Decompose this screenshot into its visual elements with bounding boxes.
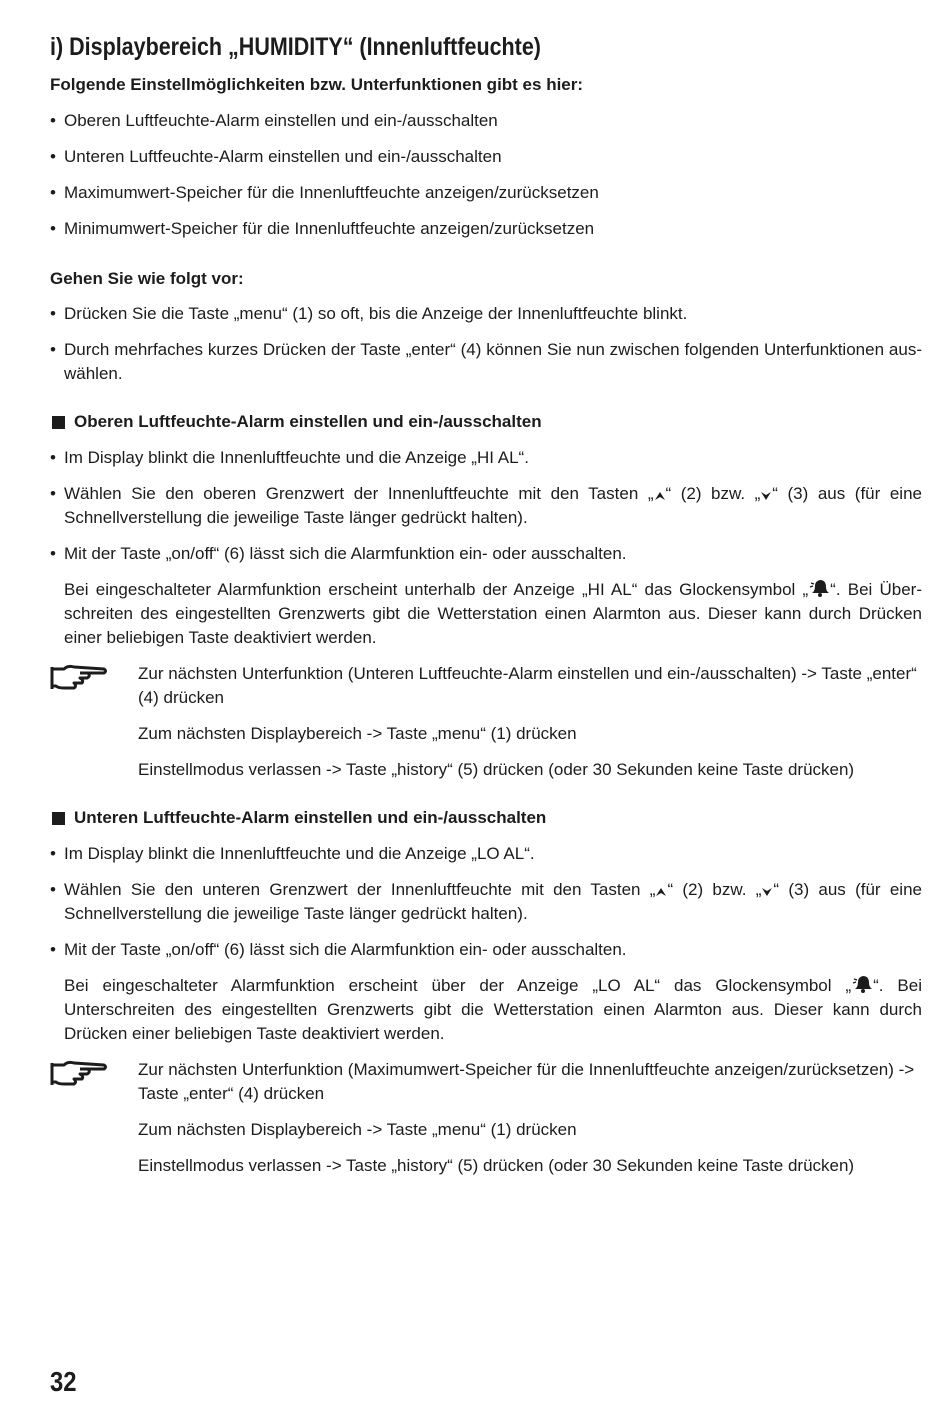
list-item: • Drücken Sie die Taste „menu“ (1) so oft, bis die Anzeige der Innenluftfeuchte blinkt. xyxy=(50,304,688,323)
list-item: • Unteren Luftfeuchte-Alarm einstellen und ein-/ausschalten xyxy=(50,147,502,166)
intro-list xyxy=(50,109,922,241)
note-block: Zur nächsten Unterfunktion (Unteren Luftfeuchte-Alarm einstellen und ein-/ausschalten) -> Taste „enter“ (4) drücken Zum nächsten Displaybereich -> Taste „menu“ (1) drücken Einstellmodus verlassen -> Taste „history“ (5) drücken (oder 30 Sekunden keine Taste drücken) xyxy=(50,662,922,782)
paragraph: Bei eingeschalteter Alarmfunktion erscheint unterhalb der Anzeige „HI AL“ das Glockensymbol „ “. Bei Überschreiten des eingestellten Grenzwerts gibt die Wetterstation einen Alarmton aus. Dieser kann durch Drücken einer beliebigen Taste deaktiviert werden. xyxy=(64,580,922,647)
section-heading-upper-alarm: Oberen Luftfeuchte-Alarm einstellen und ein-/ausschalten xyxy=(50,410,922,434)
procedure-heading: Gehen Sie wie folgt vor: xyxy=(50,269,244,288)
page-title: i) Displaybereich „HUMIDITY“ (Innenluftfeuchte) xyxy=(50,33,541,61)
arrow-up-icon xyxy=(654,490,666,502)
list-item: • Mit der Taste „on/off“ (6) lässt sich die Alarmfunktion ein- oder ausschalten. xyxy=(50,940,627,959)
list-item: • Wählen Sie den oberen Grenzwert der Innenluftfeuchte mit den Tasten „ “ (2) bzw. „ “ (3) aus (für eine Schnellverstellung die jeweilige Taste länger gedrückt halten). xyxy=(50,484,922,527)
page-number: 32 xyxy=(50,1366,77,1397)
pointing-hand-icon xyxy=(50,662,108,692)
list-item: • Im Display blinkt die Innenluftfeuchte und die Anzeige „LO AL“. xyxy=(50,844,535,863)
pointing-hand-icon xyxy=(50,1058,108,1088)
arrow-down-icon xyxy=(761,886,773,898)
note-block: Zur nächsten Unterfunktion (Maximumwert-Speicher für die Innenluftfeuchte anzeigen/zurücksetzen) -> Taste „enter“ (4) drücken Zum nächsten Displaybereich -> Taste „menu“ (1) drücken Einstellmodus verlassen -> Taste „history“ (5) drücken (oder 30 Sekunden keine Taste drücken) xyxy=(50,1058,922,1178)
list-item: • Oberen Luftfeuchte-Alarm einstellen und ein-/ausschalten xyxy=(50,111,498,130)
paragraph: Bei eingeschalteter Alarmfunktion erscheint über der Anzeige „LO AL“ das Glockensymbol „ “. Bei Unterschreiten des eingestellten Grenzwerts gibt die Wetterstation einen Alarmton aus. Dieser kann durch Drücken einer beliebigen Taste deaktiviert werden. xyxy=(64,976,922,1043)
list-item: • Maximumwert-Speicher für die Innenluftfeuchte anzeigen/zurücksetzen xyxy=(50,183,599,202)
list-item: • Durch mehrfaches kurzes Drücken der Taste „enter“ (4) können Sie nun zwischen folgenden Unterfunktionen auswählen. xyxy=(50,340,922,383)
square-bullet-icon xyxy=(52,416,65,429)
list-item: • Im Display blinkt die Innenluftfeuchte und die Anzeige „HI AL“. xyxy=(50,448,529,467)
bell-icon xyxy=(851,974,873,994)
intro-heading: Folgende Einstellmöglichkeiten bzw. Unterfunktionen gibt es hier: xyxy=(50,75,584,94)
page-content xyxy=(50,30,922,1178)
bell-icon xyxy=(808,578,830,598)
list-item: • Wählen Sie den unteren Grenzwert der Innenluftfeuchte mit den Tasten „ “ (2) bzw. „ “ (3) aus (für eine Schnellverstellung die jeweilige Taste länger gedrückt halten). xyxy=(50,880,922,923)
square-bullet-icon xyxy=(52,812,65,825)
arrow-up-icon xyxy=(655,886,667,898)
arrow-down-icon xyxy=(760,490,772,502)
section-heading-lower-alarm: Unteren Luftfeuchte-Alarm einstellen und ein-/ausschalten xyxy=(50,806,922,830)
list-item: • Minimumwert-Speicher für die Innenluftfeuchte anzeigen/zurücksetzen xyxy=(50,219,595,238)
list-item: • Mit der Taste „on/off“ (6) lässt sich die Alarmfunktion ein- oder ausschalten. xyxy=(50,544,627,563)
